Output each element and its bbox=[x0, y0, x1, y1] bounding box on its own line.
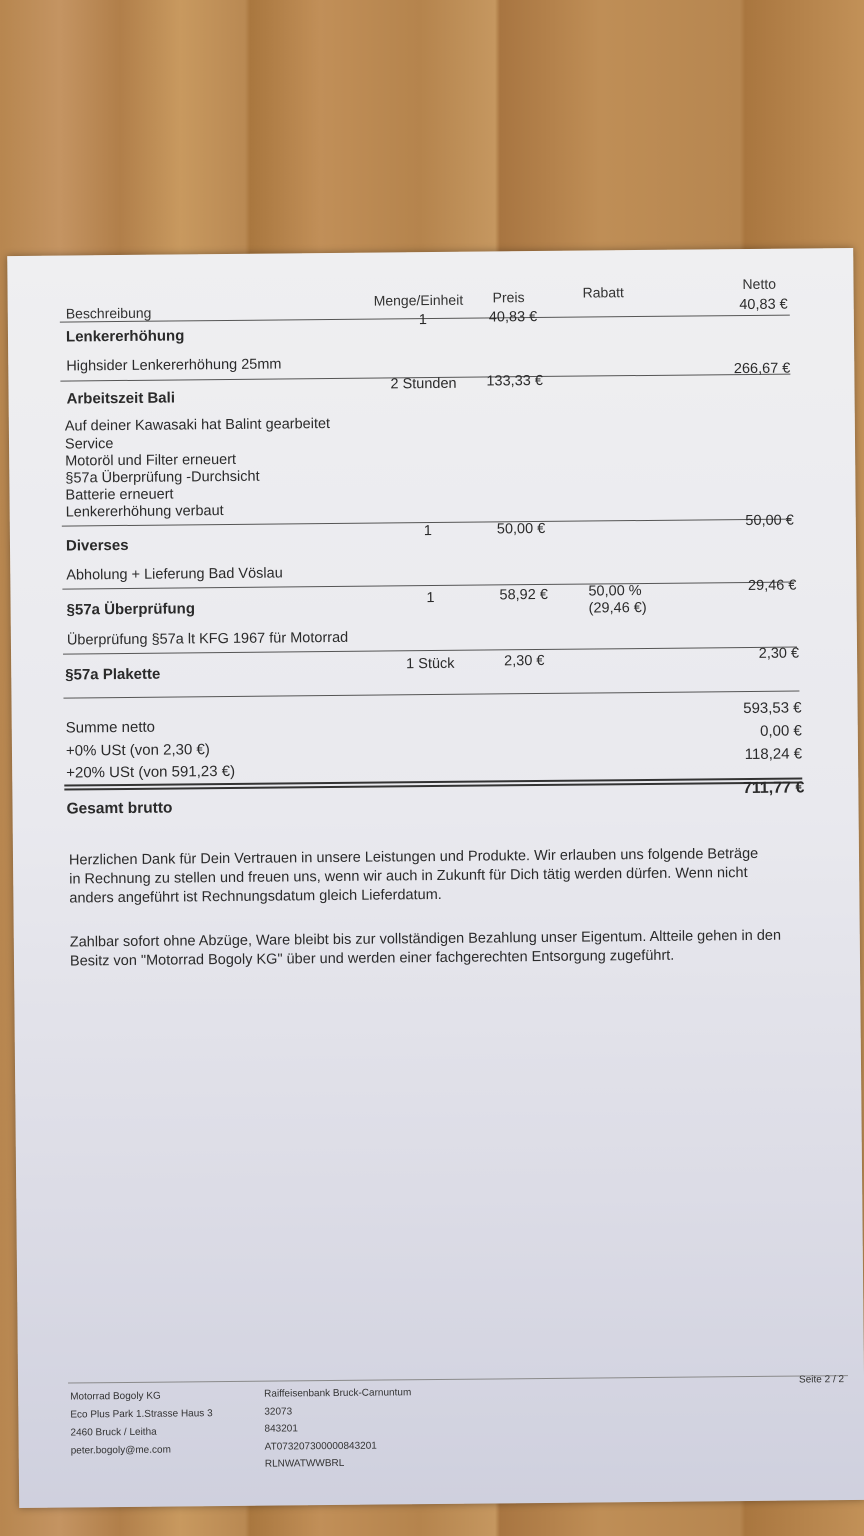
item-menge: 1 bbox=[418, 312, 428, 329]
col-header-rabatt: Rabatt bbox=[582, 284, 624, 301]
item-preis: 40,83 € bbox=[488, 308, 538, 326]
summe-value: 593,53 € bbox=[743, 699, 802, 718]
footer-company bbox=[70, 1387, 213, 1460]
item-preis: 133,33 € bbox=[486, 372, 543, 390]
item-line: Service bbox=[64, 436, 114, 453]
col-header-menge: Menge/Einheit bbox=[373, 291, 464, 309]
bank-account: 843201 bbox=[264, 1423, 298, 1435]
item-line: §57a Überprüfung -Durchsicht bbox=[65, 468, 260, 487]
item-line: Batterie erneuert bbox=[65, 486, 174, 504]
totals-rule bbox=[63, 690, 799, 698]
item-rabatt-detail: (29,46 €) bbox=[588, 599, 647, 617]
company-street: Eco Plus Park 1.Strasse Haus 3 bbox=[70, 1408, 213, 1421]
col-header-beschreibung: Beschreibung bbox=[65, 304, 152, 322]
item-rabatt: 50,00 % bbox=[588, 583, 642, 600]
item-menge: 1 bbox=[423, 523, 433, 540]
item-title: Lenkererhöhung bbox=[65, 327, 185, 346]
payment-paragraph: Zahlbar sofort ohne Abzüge, Ware bleibt bis zur vollständigen Bezahlung unser Eigentum. Altteile gehen in den Besitz von "Motorrad Bogoly KG" über und werden einer fachgerechten Entsorgung zugeführt. bbox=[69, 927, 782, 970]
gesamt-label: Gesamt brutto bbox=[66, 799, 173, 818]
item-title: §57a Plakette bbox=[65, 665, 161, 684]
item-netto: 266,67 € bbox=[733, 360, 791, 378]
bank-code: 32073 bbox=[264, 1405, 293, 1418]
ust0-label: +0% USt (von 2,30 €) bbox=[65, 741, 210, 760]
summe-label: Summe netto bbox=[65, 718, 156, 737]
page-number: Seite 2 / 2 bbox=[798, 1374, 845, 1386]
bank-iban: AT073207300000843201 bbox=[264, 1440, 377, 1453]
col-header-netto: Netto bbox=[742, 275, 777, 293]
item-title: Diverses bbox=[65, 536, 129, 555]
item-line: Auf deiner Kawasaki hat Balint gearbeitet bbox=[64, 415, 331, 435]
item-menge: 1 bbox=[426, 589, 435, 607]
item-line: Abholung + Lieferung Bad Vöslau bbox=[66, 565, 283, 584]
ust0-value: 0,00 € bbox=[760, 722, 802, 740]
company-email: peter.bogoly@me.com bbox=[70, 1444, 171, 1457]
company-name: Motorrad Bogoly KG bbox=[70, 1390, 161, 1403]
ust20-value: 118,24 € bbox=[744, 745, 803, 764]
item-line: Lenkererhöhung verbaut bbox=[65, 503, 224, 521]
footer-rule bbox=[68, 1374, 848, 1386]
footer-bank bbox=[264, 1384, 412, 1473]
item-title: §57a Überprüfung bbox=[66, 600, 196, 619]
item-preis: 2,30 € bbox=[504, 652, 545, 670]
item-title: Arbeitszeit Bali bbox=[66, 389, 176, 408]
invoice-page bbox=[7, 248, 864, 1508]
bank-name: Raiffeisenbank Bruck-Carnuntum bbox=[264, 1387, 412, 1400]
item-netto: 40,83 € bbox=[739, 296, 788, 314]
row-rule bbox=[63, 647, 797, 655]
gesamt-value: 711,77 € bbox=[742, 779, 805, 798]
item-preis: 50,00 € bbox=[496, 520, 546, 538]
thanks-paragraph: Herzlichen Dank für Dein Vertrauen in unsere Leistungen und Produkte. Wir erlauben uns folgende Beträge in Rechnung zu stellen und freuen uns, wenn wir auch in Zukunft für Dich tätig werden dürfen. Wenn nicht anders angeführt ist Rechnungsdatum gleich Lieferdatum. bbox=[68, 845, 759, 907]
item-preis: 58,92 € bbox=[499, 586, 548, 604]
item-netto: 29,46 € bbox=[747, 577, 797, 594]
item-menge: 2 Stunden bbox=[390, 375, 457, 393]
col-header-preis: Preis bbox=[492, 289, 525, 306]
company-city: 2460 Bruck / Leitha bbox=[70, 1426, 157, 1439]
row-rule bbox=[62, 582, 794, 590]
item-line: Überprüfung §57a lt KFG 1967 für Motorrad bbox=[66, 629, 349, 649]
item-netto: 50,00 € bbox=[745, 512, 794, 530]
ust20-label: +20% USt (von 591,23 €) bbox=[66, 762, 236, 782]
bank-bic: RLNWATWWBRL bbox=[264, 1457, 345, 1470]
item-line: Highsider Lenkererhöhung 25mm bbox=[66, 356, 282, 375]
item-menge: 1 Stück bbox=[406, 655, 455, 673]
item-line: Motoröl und Filter erneuert bbox=[65, 451, 237, 470]
item-netto: 2,30 € bbox=[758, 645, 800, 662]
